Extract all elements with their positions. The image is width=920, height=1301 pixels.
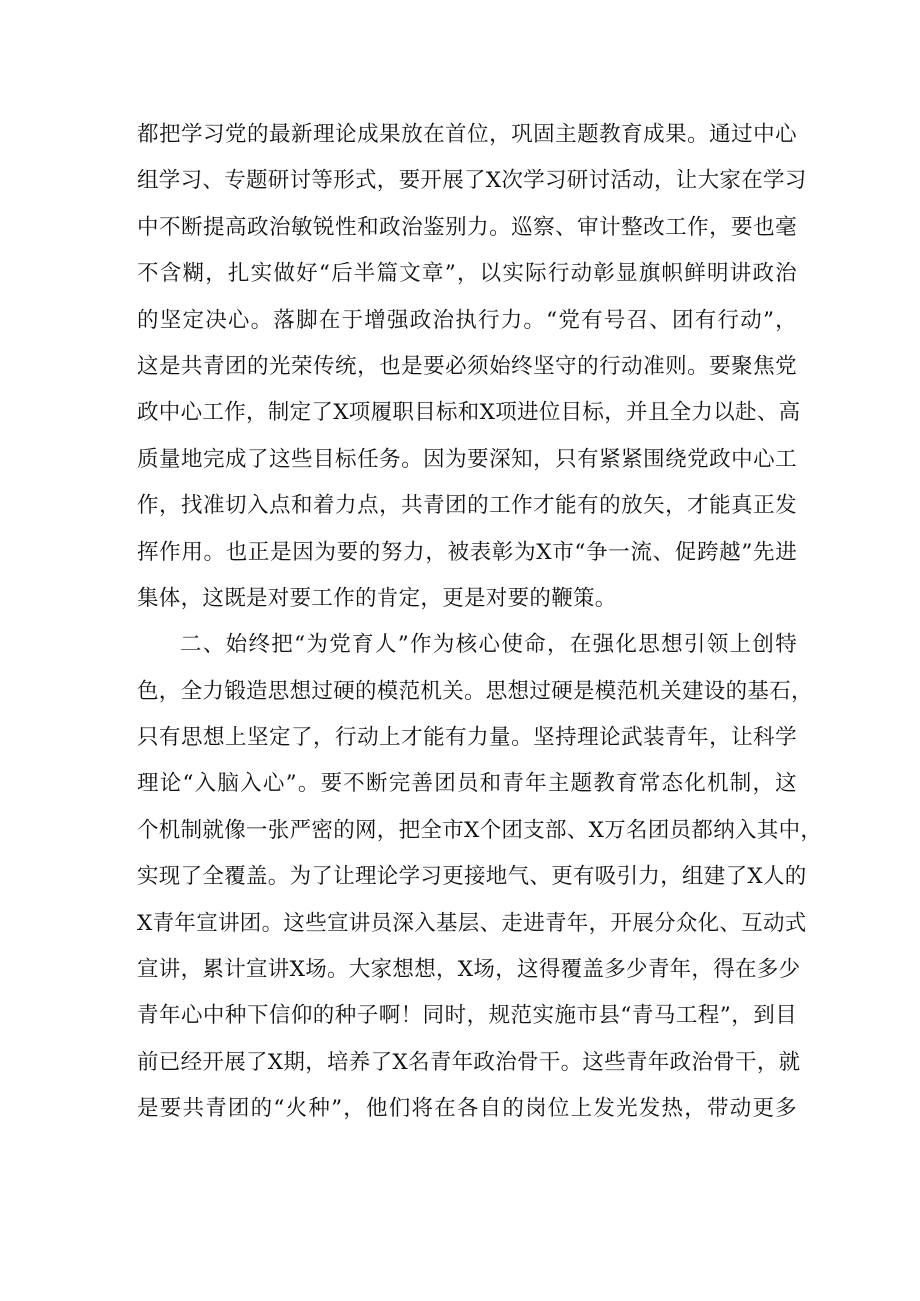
text-line: 前已经开展了X期，培养了X名青年政治骨干。这些青年政治骨干，就 [137,1049,801,1075]
text-line: 青年心中种下信仰的种子啊！同时，规范实施市县“青马工程”，到目 [137,1003,797,1029]
text-line: 政中心工作，制定了X项履职目标和X项进位目标，并且全力以赴、高 [137,400,801,426]
text-line: 个机制就像一张严密的网，把全市X个团支部、X万名团员都纳入其中， [137,817,823,843]
text-line: 组学习、专题研讨等形式，要开展了X次学习研讨活动，让大家在学习 [137,168,807,194]
paragraph-1 [137,112,807,622]
text-line: 宣讲，累计宣讲X场。大家想想，X场，这得覆盖多少青年，得在多少 [137,957,801,983]
text-line: 作，找准切入点和着力点，共青团的工作才能有的放矢，才能真正发 [137,493,797,519]
text-line: 都把学习党的最新理论成果放在首位，巩固主题教育成果。通过中心 [137,122,797,147]
text-line-indented: 二、始终把“为党育人”作为核心使命，在强化思想引领上创特 [180,632,797,658]
text-line: 集体，这既是对要工作的肯定，更是对要的鞭策。 [137,585,617,611]
text-line: 不含糊，扎实做好“后半篇文章”，以实际行动彰显旗帜鲜明讲政治 [137,261,797,287]
text-line: 的坚定决心。落脚在于增强政治执行力。“党有号召、团有行动”， [137,307,797,333]
text-line: X青年宣讲团。这些宣讲员深入基层、走进青年，开展分众化、互动式 [137,910,807,936]
text-line: 实现了全覆盖。为了让理论学习更接地气、更有吸引力，组建了X人的 [137,864,807,890]
paragraph-2 [137,622,823,1132]
text-line: 这是共青团的光荣传统，也是要必须始终坚守的行动准则。要聚焦党 [137,353,797,379]
body-text [137,112,823,1133]
text-line: 挥作用。也正是因为要的努力，被表彰为X市“争一流、促跨越”先进 [137,539,797,565]
text-line: 是要共青团的“火种”，他们将在各自的岗位上发光发热，带动更多 [137,1096,797,1122]
text-line: 质量地完成了这些目标任务。因为要深知，只有紧紧围绕党政中心工 [137,446,797,472]
text-line: 理论“入脑入心”。要不断完善团员和青年主题教育常态化机制，这 [137,771,797,797]
text-line: 只有思想上坚定了，行动上才能有力量。坚持理论武装青年，让科学 [137,725,797,751]
text-line: 中不断提高政治敏锐性和政治鉴别力。巡察、审计整改工作，要也毫 [137,214,797,240]
text-line: 色，全力锻造思想过硬的模范机关。思想过硬是模范机关建设的基石， [137,678,813,704]
